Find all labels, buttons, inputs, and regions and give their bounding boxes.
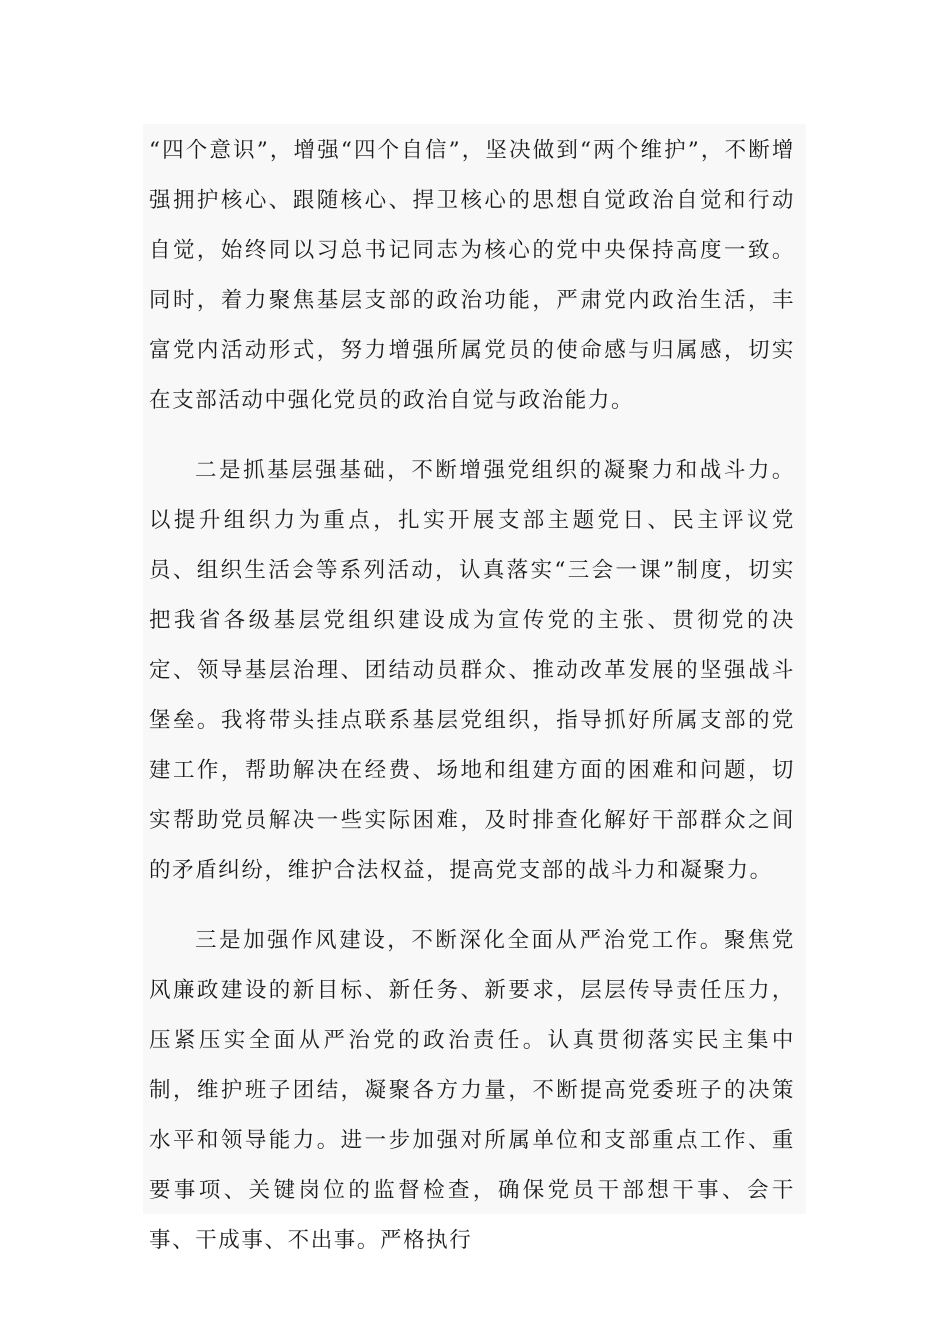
paragraph-continuation: “四个意识”，增强“四个自信”，坚决做到“两个维护”，不断增强拥护核心、跟随核心、捍卫核心的思想自觉政治自觉和行动自觉，始终同以习总书记同志为核心的党中央保持高度一致。同时，着力聚焦基层支部的政治功能，严肃党内政治生活，丰富党内活动形式，努力增强所属党员的使命感与归属感，切实在支部活动中强化党员的政治自觉与政治能力。 <box>149 138 795 413</box>
document-body <box>143 124 806 1253</box>
paragraph-grassroots: 二是抓基层强基础，不断增强党组织的凝聚力和战斗力。以提升组织力为重点，扎实开展支部主题党日、民主评议党员、组织生活会等系列活动，认真落实“三会一课”制度，切实把我省各级基层党组织建设成为宣传党的主张、贯彻党的决定、领导基层治理、团结动员群众、推动改革发展的坚强战斗堡垒。我将带头挂点联系基层党组织，指导抓好所属支部的党建工作，帮助解决在经费、场地和组建方面的困难和问题，切实帮助党员解决一些实际困难，及时排查化解好干部群众之间的矛盾纠纷，维护合法权益，提高党支部的战斗力和凝聚力。 <box>149 458 795 883</box>
paragraph-style-building: 三是加强作风建设，不断深化全面从严治党工作。聚焦党风廉政建设的新目标、新任务、新要求，层层传导责任压力，压紧压实全面从严治党的政治责任。认真贯彻落实民主集中制，维护班子团结，凝聚各方力量，不断提高党委班子的决策水平和领导能力。进一步加强对所属单位和支部重点工作、重要事项、关键岗位的监督检查，确保党员干部想干事、会干事、干成事、不出事。严格执行 <box>149 928 795 1253</box>
